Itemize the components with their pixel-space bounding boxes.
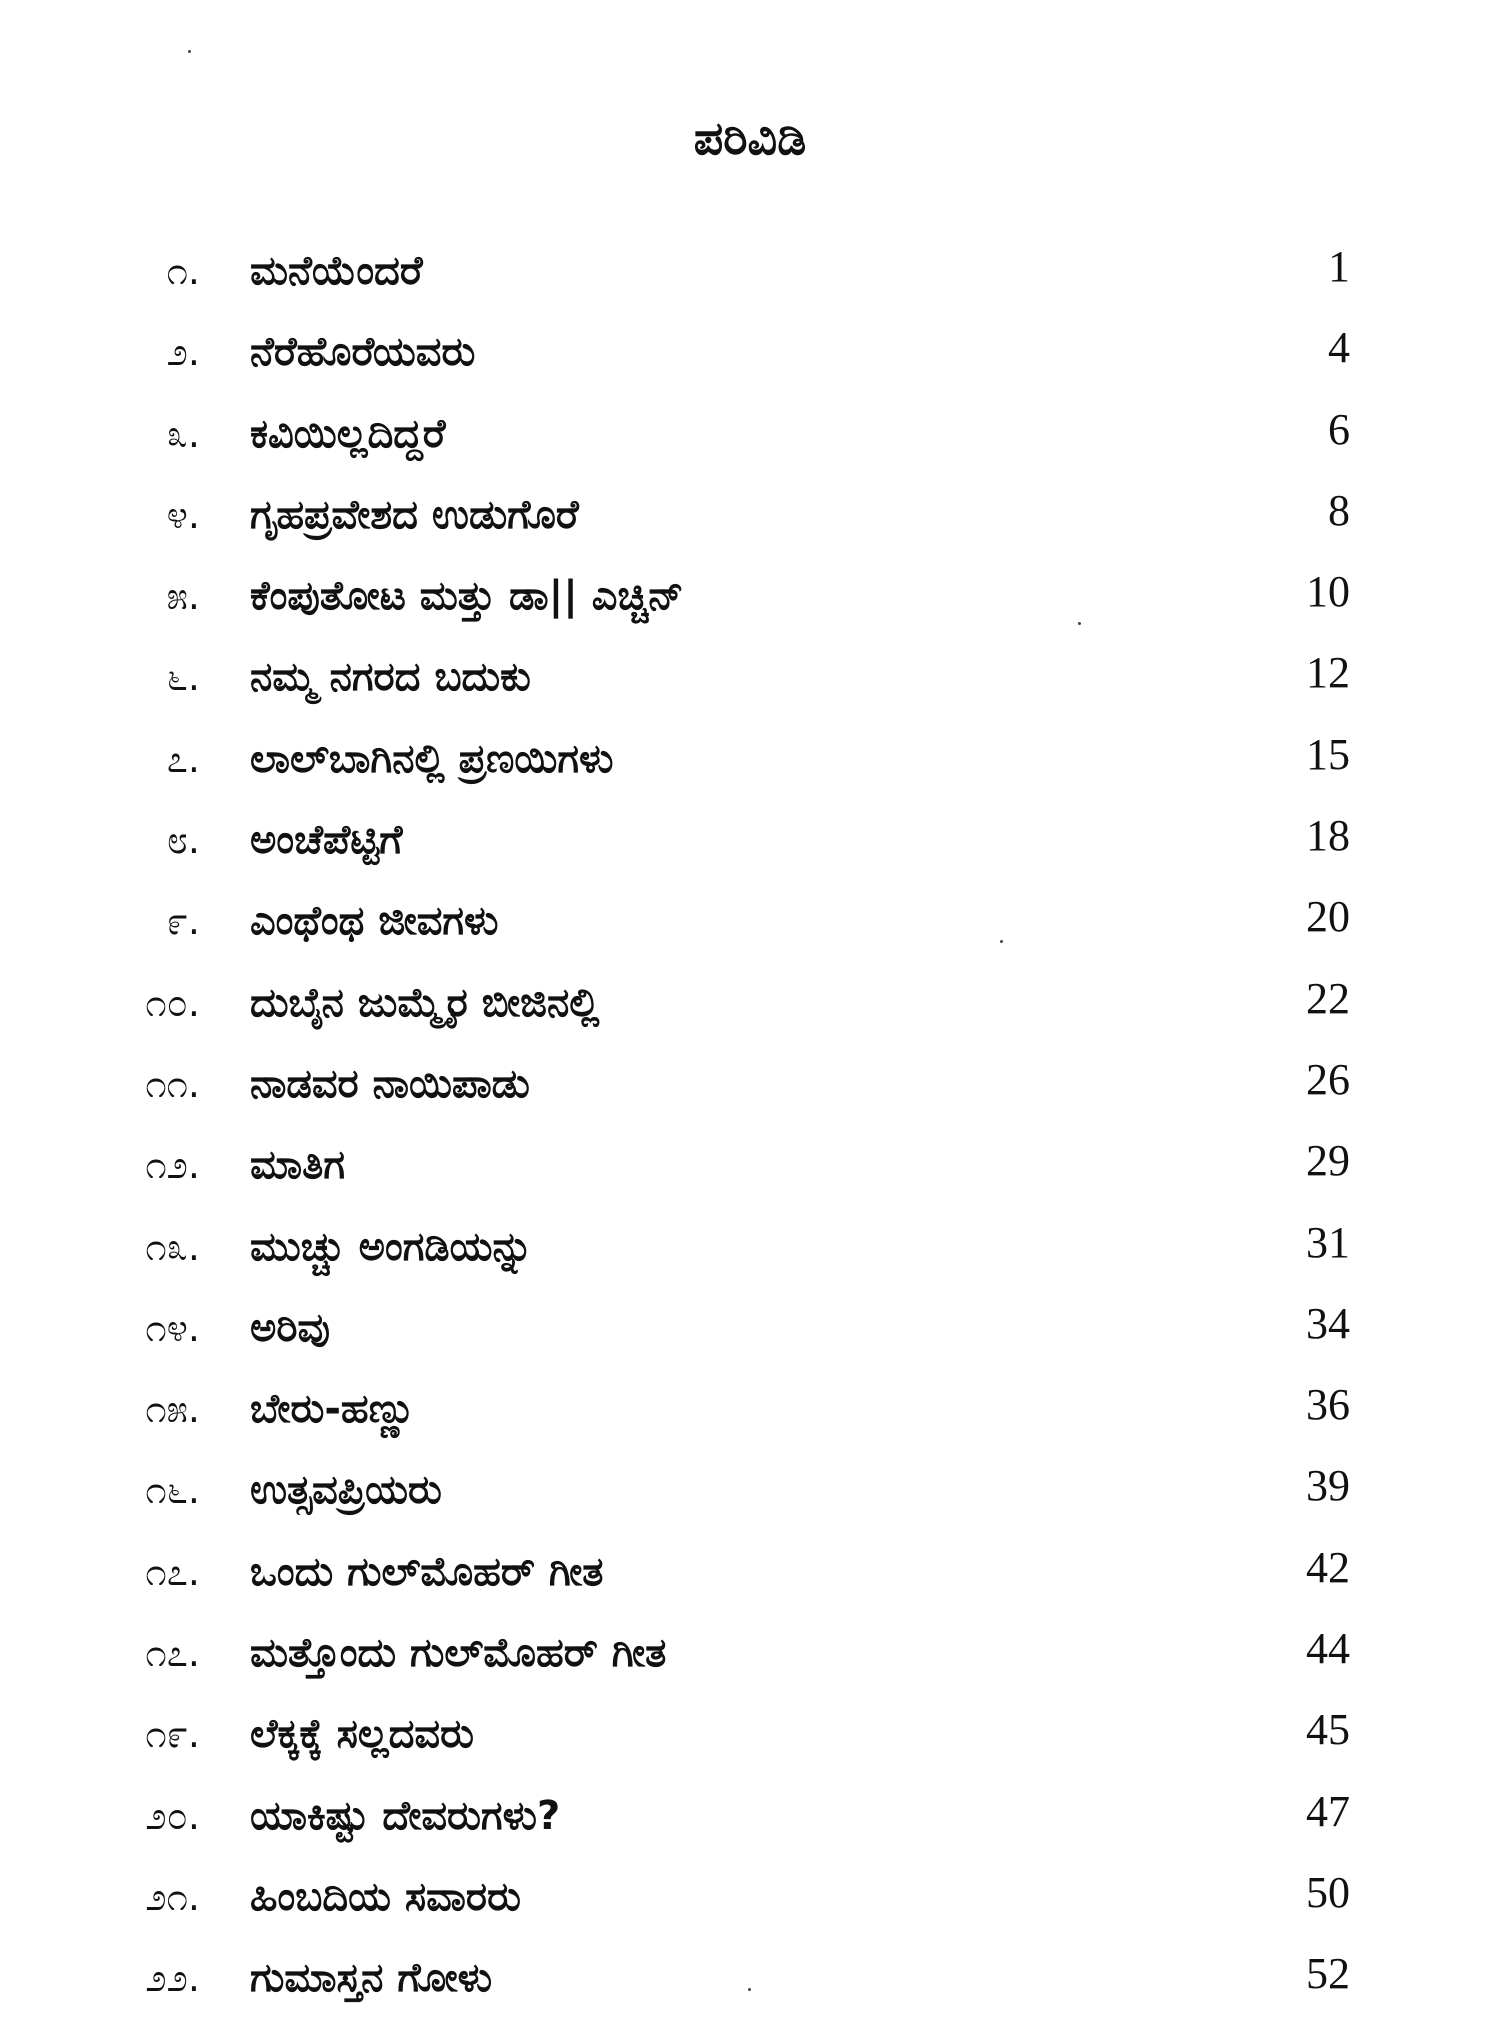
- toc-entry: [0, 1701, 1500, 1782]
- toc-entry: [0, 1295, 1500, 1376]
- toc-entry-page-number: 4: [1328, 323, 1350, 373]
- toc-entry: [0, 401, 1500, 482]
- toc-entry: [0, 1620, 1500, 1701]
- toc-entry-title: ಮಾತಿಗ: [250, 1142, 345, 1189]
- toc-entry-page-number: 15: [1306, 729, 1350, 779]
- toc-entry-title: ಯಾಕಿಷ್ಟು ದೇವರುಗಳು?: [250, 1792, 561, 1839]
- toc-entry-number: ೩.: [166, 411, 200, 456]
- toc-entry-page-number: 36: [1306, 1380, 1350, 1430]
- toc-entry-number: ೧೫.: [145, 1387, 200, 1432]
- toc-entry: [0, 319, 1500, 400]
- toc-entry-title: ಕೆಂಪುತೋಟ ಮತ್ತು ಡಾ|| ಎಚ್ಚಿನ್: [250, 573, 684, 620]
- toc-entry: [0, 1132, 1500, 1213]
- toc-entry-title: ಬೇರು-ಹಣ್ಣು: [250, 1386, 416, 1433]
- toc-entry-page-number: 12: [1306, 648, 1350, 698]
- toc-entry: [0, 1376, 1500, 1457]
- toc-entry-title: ಒಂದು ಗುಲ್‌ಮೊಹರ್ ಗೀತ: [250, 1548, 604, 1595]
- toc-entry: [0, 888, 1500, 969]
- toc-entry-number: ೨.: [166, 330, 200, 375]
- toc-entry: [0, 482, 1500, 563]
- toc-entry-number: ೧೭.: [145, 1549, 200, 1594]
- toc-entry: [0, 1457, 1500, 1538]
- scan-speck: [1078, 622, 1081, 625]
- toc-entry-number: ೮.: [166, 818, 200, 863]
- toc-entry-page-number: 42: [1306, 1542, 1350, 1592]
- toc-entry-page-number: 31: [1306, 1217, 1350, 1267]
- toc-entry-number: ೨೨.: [145, 1956, 200, 2001]
- toc-entry-page-number: 50: [1306, 1867, 1350, 1917]
- toc-entry-number: ೪.: [166, 492, 200, 537]
- toc-entry-title: ನಾಡವರ ನಾಯಿಪಾಡು: [250, 1060, 530, 1107]
- scan-speck: [188, 50, 191, 53]
- toc-entry-number: ೬.: [166, 655, 200, 700]
- toc-entry: [0, 1539, 1500, 1620]
- toc-entry-title: ಮನೆಯೆಂದರೆ: [250, 248, 423, 294]
- toc-entry-page-number: 44: [1306, 1624, 1350, 1674]
- toc-entry-number: ೨೧.: [145, 1874, 200, 1919]
- toc-entry-number: ೧೬.: [145, 1468, 200, 1513]
- page-title: ಪರಿವಿಡಿ: [693, 111, 807, 165]
- toc-entry-page-number: 6: [1328, 404, 1350, 454]
- toc-entry: [0, 644, 1500, 725]
- toc-entry-title: ಕವಿಯಿಲ್ಲದಿದ್ದರೆ: [250, 410, 446, 457]
- toc-entry-page-number: 29: [1306, 1136, 1350, 1186]
- scan-speck: [748, 1988, 751, 1991]
- toc-entry-title: ನಮ್ಮ ನಗರದ ಬದುಕು: [250, 654, 531, 701]
- toc-entry-title: ಮತ್ತೊಂದು ಗುಲ್‌ಮೊಹರ್ ಗೀತ: [250, 1630, 667, 1677]
- toc-entry-title: ದುಬೈನ ಜುಮ್ಮೈರ ಬೀಜಿನಲ್ಲಿ: [250, 979, 600, 1026]
- toc-entry-number: ೧.: [166, 249, 200, 293]
- toc-entry-page-number: 47: [1306, 1786, 1350, 1836]
- scan-speck: [1000, 940, 1003, 943]
- toc-entry: [0, 1214, 1500, 1295]
- toc-entry-number: ೨೦.: [145, 1793, 200, 1838]
- toc-entry-page-number: 8: [1328, 485, 1350, 535]
- toc-entry-number: ೧೧.: [145, 1061, 200, 1106]
- toc-entry-title: ಗೃಹಪ್ರವೇಶದ ಉಡುಗೊರೆ: [250, 491, 579, 538]
- toc-entry-title: ಲಾಲ್‌ಬಾಗಿನಲ್ಲಿ ಪ್ರಣಯಿಗಳು: [250, 735, 614, 782]
- toc-entry-number: ೧೩.: [145, 1224, 200, 1269]
- toc-entry: [0, 563, 1500, 644]
- toc-entry-number: ೧೭.: [145, 1631, 200, 1676]
- toc-entry-page-number: 34: [1306, 1298, 1350, 1348]
- toc-entry-page-number: 26: [1306, 1054, 1350, 1104]
- toc-entry: [0, 1783, 1500, 1864]
- toc-entry-number: ೧೨.: [145, 1143, 200, 1188]
- toc-entry-number: ೧೯.: [145, 1712, 200, 1757]
- toc-entry: [0, 726, 1500, 807]
- toc-entry-page-number: 52: [1306, 1949, 1350, 1999]
- toc-entry: [0, 1945, 1500, 2026]
- toc-entry-page-number: 20: [1306, 892, 1350, 942]
- toc-entry-title: ಅರಿವು: [250, 1304, 331, 1351]
- toc-entry-page-number: 1: [1328, 242, 1350, 291]
- toc-entry-title: ನೆರೆಹೊರೆಯವರು: [250, 329, 476, 376]
- toc-entry-page-number: 39: [1306, 1461, 1350, 1511]
- toc-entry-page-number: 18: [1306, 811, 1350, 861]
- table-of-contents: [0, 238, 1500, 2027]
- toc-entry-number: ೫.: [166, 574, 200, 619]
- toc-entry-number: ೧೪.: [145, 1305, 200, 1350]
- toc-entry-title: ಅಂಚೆಪೆಟ್ಟಿಗೆ: [250, 817, 403, 864]
- toc-entry-title: ಮುಚ್ಚು ಅಂಗಡಿಯನ್ನು: [250, 1223, 533, 1270]
- toc-entry-title: ಲೆಕ್ಕಕ್ಕೆ ಸಲ್ಲದವರು: [250, 1711, 474, 1758]
- toc-entry: [0, 970, 1500, 1051]
- toc-entry: [0, 807, 1500, 888]
- toc-entry: [0, 1864, 1500, 1945]
- toc-entry-title: ಎಂಥೆಂಥ ಜೀವಗಳು: [250, 898, 499, 945]
- toc-entry-title: ಉತ್ಸವಪ್ರಿಯರು: [250, 1467, 442, 1514]
- toc-entry-page-number: 10: [1306, 567, 1350, 617]
- toc-entry-title: ಗುಮಾಸ್ತನ ಗೋಳು: [250, 1955, 493, 2002]
- toc-entry-number: ೭.: [166, 736, 200, 781]
- toc-entry-page-number: 45: [1306, 1705, 1350, 1755]
- toc-entry-number: ೯.: [166, 899, 200, 944]
- toc-entry: [0, 1051, 1500, 1132]
- toc-entry-page-number: 22: [1306, 973, 1350, 1023]
- toc-entry-number: ೧೦.: [145, 980, 200, 1025]
- toc-entry-title: ಹಿಂಬದಿಯ ಸವಾರರು: [250, 1873, 521, 1920]
- toc-entry: [0, 238, 1500, 319]
